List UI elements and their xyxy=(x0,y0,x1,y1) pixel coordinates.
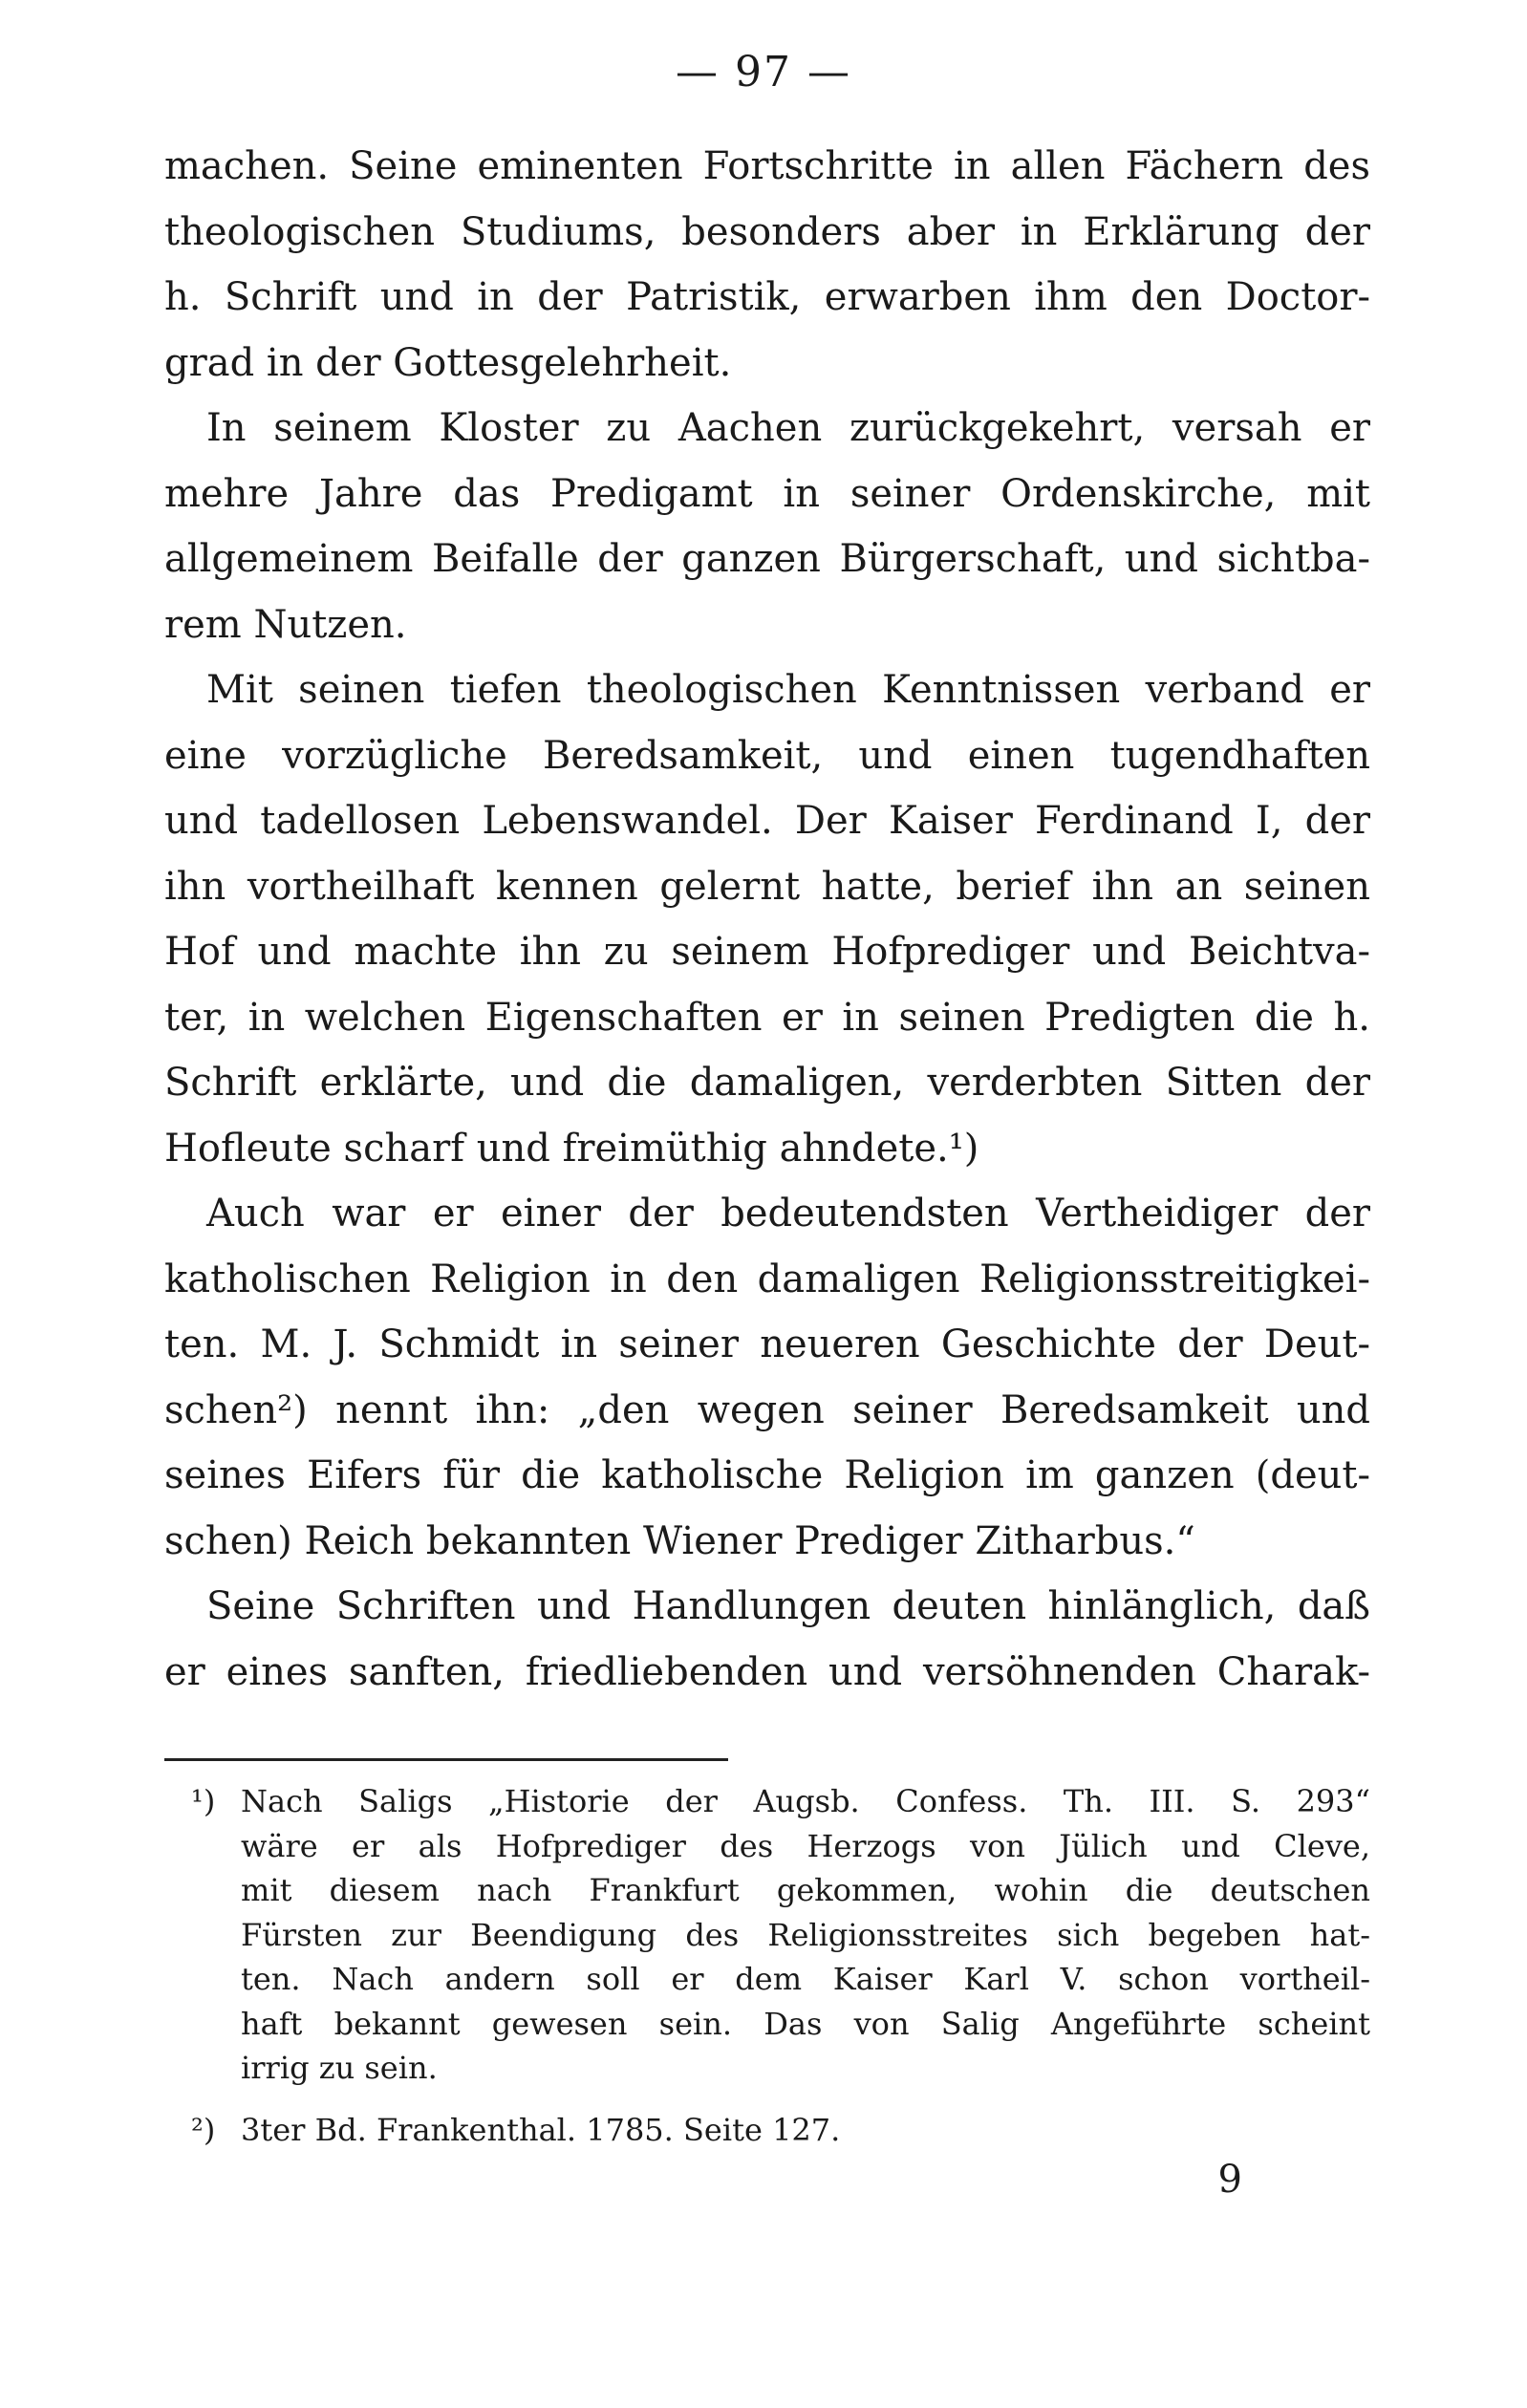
text-line: In seinem Kloster zu Aachen zurückgekehrt, versah er xyxy=(206,406,1370,450)
text-line: rem Nutzen. xyxy=(164,602,407,647)
footnote-divider xyxy=(164,1758,728,1761)
text-line: und tadellosen Lebenswandel. Der Kaiser Ferdinand I, der xyxy=(164,799,1370,843)
text-line: Hof und machte ihn zu seinem Hofprediger und Beichtva- xyxy=(164,930,1370,974)
footnote-line: mit diesem nach Frankfurt gekommen, wohin die deutschen xyxy=(241,1872,1370,1908)
text-line: mehre Jahre das Predigamt in seiner Ordenskirche, mit xyxy=(164,471,1370,516)
page-number: — 97 — xyxy=(676,48,851,97)
text-line: ten. M. J. Schmidt in seiner neueren Geschichte der Deut- xyxy=(164,1322,1370,1366)
text-line: seines Eifers für die katholische Religion im ganzen (deut- xyxy=(164,1453,1370,1497)
text-line: Mit seinen tiefen theologischen Kenntnissen verband er xyxy=(206,668,1370,712)
text-line: schen²) nennt ihn: „den wegen seiner Beredsamkeit und xyxy=(164,1387,1370,1432)
printer-signature-mark: 9 xyxy=(1217,2158,1242,2202)
paragraph-4 xyxy=(164,1181,1370,1574)
text-line: eine vorzügliche Beredsamkeit, und einen tugendhaften xyxy=(164,733,1370,778)
footnote-line: wäre er als Hofprediger des Herzogs von Jülich und Cleve, xyxy=(241,1827,1370,1864)
text-line: er eines sanften, friedliebenden und versöhnenden Charak- xyxy=(164,1649,1370,1694)
footnote-1 xyxy=(191,1779,1370,2091)
text-line: theologischen Studiums, besonders aber in Erklärung der xyxy=(164,209,1370,254)
paragraph-2 xyxy=(164,396,1370,657)
text-line: machen. Seine eminenten Fortschritte in allen Fächern des xyxy=(164,144,1370,188)
footnote-text: 3ter Bd. Frankenthal. 1785. Seite 127. xyxy=(241,2111,841,2148)
text-line: Hofleute scharf und freimüthig ahndete.¹) xyxy=(164,1126,979,1171)
footnote-marker: ²) xyxy=(191,2111,216,2148)
footnote-text: Nach Saligs „Historie der Augsb. Confess. Th. III. S. 293“ xyxy=(241,1783,1370,1819)
text-line: Seine Schriften und Handlungen deuten hinlänglich, daß xyxy=(206,1584,1370,1628)
footnote-marker: ¹) xyxy=(191,1783,216,1819)
paragraph-1 xyxy=(164,134,1370,396)
footnote-line: ten. Nach andern soll er dem Kaiser Karl V. schon vortheil- xyxy=(241,1961,1370,1997)
footnote-line: Fürsten zur Beendigung des Religionsstreites sich begeben hat- xyxy=(241,1916,1370,1953)
footnote-line xyxy=(191,2108,1370,2153)
text-line: Auch war er einer der bedeutendsten Vertheidiger der xyxy=(206,1192,1370,1236)
footnote-line: irrig zu sein. xyxy=(241,2050,438,2086)
body-text xyxy=(164,134,1370,1705)
footnote-line xyxy=(191,1779,1370,1824)
text-line: grad in der Gottesgelehrheit. xyxy=(164,340,732,385)
text-line: Schrift erklärte, und die damaligen, verderbten Sitten der xyxy=(164,1061,1370,1105)
text-line: ter, in welchen Eigenschaften er in seinen Predigten die h. xyxy=(164,995,1370,1040)
text-line: schen) Reich bekannten Wiener Prediger Zitharbus.“ xyxy=(164,1518,1195,1563)
paragraph-5 xyxy=(164,1574,1370,1705)
text-line: allgemeinem Beifalle der ganzen Bürgerschaft, und sichtba- xyxy=(164,537,1370,581)
paragraph-3 xyxy=(164,657,1370,1181)
text-line: ihn vortheilhaft kennen gelernt hatte, berief ihn an seinen xyxy=(164,864,1370,909)
text-line: h. Schrift und in der Patristik, erwarben ihm den Doctor- xyxy=(164,275,1370,319)
text-line: katholischen Religion in den damaligen Religionsstreitigkei- xyxy=(164,1257,1370,1301)
footnote-line: haft bekannt gewesen sein. Das von Salig Angeführte scheint xyxy=(241,2005,1370,2042)
footnote-2 xyxy=(191,2108,1370,2153)
footnotes xyxy=(191,1779,1370,2169)
